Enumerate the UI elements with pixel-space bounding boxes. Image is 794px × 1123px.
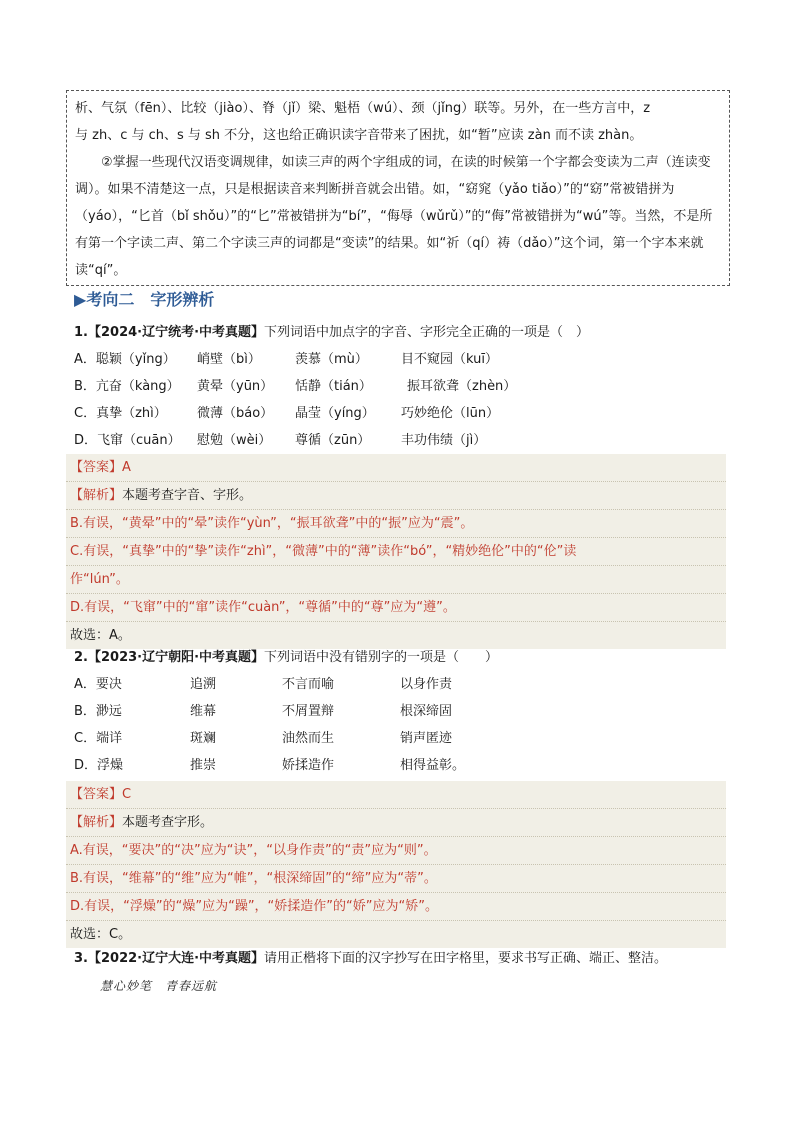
option-cell: 不屑置辩 [282, 704, 335, 719]
tip-paragraph-2: ②掌握一些现代汉语变调规律，如读三声的两个字组成的词，在读的时候第一个字都会变读为二声（连读变调）。如果不清楚这一点，只是根据读音来判断拼音就会出错。如，“窈窕（yǎo tiǎo）”的“窈”常被错拼为（yáo），“匕首（bǐ shǒu）”的“匕”常被错拼为“bí”，“侮辱（wǔrǔ）”的“侮”常被错拼为“wú”等。当然，不是所有第一个字读二声、第二个字读三声的词都是“变读”的结果。如“祈（qí）祷（dǎo）”这个词，第一个字本来就读“qí”。 [75, 155, 713, 278]
tip-box [66, 90, 730, 286]
option-cell: 推崇 [190, 758, 217, 773]
option-row-a [74, 671, 734, 698]
question-3-text: 请用正楷将下面的汉字抄写在田字格里，要求书写正确、端正、整洁。 [264, 951, 668, 966]
analysis-note: B.有误，“黄晕”中的“晕”读作“yùn”，“振耳欲聋”中的“振”应为“震”。 [66, 510, 726, 538]
analysis-line [66, 482, 726, 510]
option-cell: 油然而生 [282, 731, 335, 746]
option-cell: 销声匿迹 [400, 731, 453, 746]
question-2 [74, 645, 734, 779]
option-cell: 振耳欲聋（zhèn） [407, 379, 517, 394]
question-1-answer-block [66, 454, 726, 649]
question-2-source: 【2023·辽宁朝阳·中考真题】 [87, 650, 265, 665]
analysis-note: D.有误，“浮燥”的“燥”应为“躁”，“娇揉造作”的“娇”应为“矫”。 [66, 893, 726, 921]
option-row-a [74, 346, 734, 373]
question-1-source: 【2024·辽宁统考·中考真题】 [87, 325, 265, 340]
question-2-number: 2. [74, 650, 88, 665]
answer-line [66, 454, 726, 482]
analysis-label: 【解析】 [70, 815, 123, 830]
option-cell: 维幕 [190, 704, 217, 719]
option-cell: 追溯 [190, 677, 217, 692]
option-row-c [74, 725, 734, 752]
analysis-line [66, 809, 726, 837]
option-cell: 晶莹（yíng） [295, 406, 375, 421]
section-title [74, 288, 214, 312]
handwriting-sample: 慧心妙笔 青春远航 [100, 979, 218, 993]
option-cell: D．浮燥 [74, 758, 124, 773]
option-cell: B．亢奋（kàng） [74, 379, 180, 394]
option-cell: 恬静（tián） [295, 379, 372, 394]
question-2-text: 下列词语中没有错别字的一项是（ ） [264, 650, 499, 665]
option-cell: 丰功伟绩（jì） [401, 433, 487, 448]
analysis-text: 本题考查字音、字形。 [122, 488, 253, 503]
analysis-note: A.有误，“要决”的“决”应为“诀”，“以身作责”的“责”应为“则”。 [66, 837, 726, 865]
analysis-note: D.有误，“飞窜”中的“窜”读作“cuàn”，“尊循”中的“尊”应为“遵”。 [66, 594, 726, 622]
option-cell: A．要决 [74, 677, 122, 692]
option-cell: 目不窥园（kuī） [401, 352, 498, 367]
option-cell: 尊循（zūn） [295, 433, 371, 448]
option-row-b [74, 698, 734, 725]
triangle-marker-icon: ▶ [74, 290, 87, 309]
option-row-d [74, 427, 734, 454]
question-1 [74, 320, 734, 454]
option-row-b [74, 373, 734, 400]
option-cell: 羡慕（mù） [295, 352, 368, 367]
analysis-note: 作“lún”。 [66, 566, 726, 594]
option-row-c [74, 400, 734, 427]
question-1-stem [74, 320, 734, 346]
analysis-note: B.有误，“维幕”的“维”应为“帷”，“根深缔固”的“缔”应为“蒂”。 [66, 865, 726, 893]
answer-line [66, 781, 726, 809]
option-cell: C．真挚（zhì） [74, 406, 167, 421]
option-cell: B．渺远 [74, 704, 122, 719]
option-cell: 微薄（báo） [197, 406, 274, 421]
answer-value: C [122, 787, 132, 802]
option-cell: 黄晕（yūn） [197, 379, 274, 394]
answer-value: A [122, 460, 131, 475]
tip-line-2: 与 zh、c 与 ch、s 与 sh 不分，这也给正确识读字音带来了困扰，如“暂”应读 zàn 而不读 zhàn。 [75, 128, 643, 143]
question-1-number: 1. [74, 325, 88, 340]
option-cell: 不言而喻 [282, 677, 335, 692]
analysis-label: 【解析】 [70, 488, 123, 503]
option-cell: 娇揉造作 [282, 758, 335, 773]
option-row-d [74, 752, 734, 779]
question-2-stem [74, 645, 734, 671]
tip-line-1: 析、气氛（fēn）、比较（jiào）、脊（jǐ）梁、魁梧（wú）、颈（jǐng）联等。另外，在一些方言中，z [75, 101, 651, 116]
analysis-note: C.有误，“真挚”中的“挚”读作“zhì”，“微薄”中的“薄”读作“bó”，“精妙绝伦”中的“伦”读 [66, 538, 726, 566]
option-cell: 慰勉（wèi） [197, 433, 272, 448]
answer-label: 【答案】 [70, 460, 123, 475]
conclusion-line: 故选：A。 [70, 628, 131, 643]
option-cell: 峭壁（bì） [197, 352, 261, 367]
option-cell: D．飞窜（cuān） [74, 433, 181, 448]
conclusion-line: 故选：C。 [70, 927, 132, 942]
question-2-answer-block [66, 781, 726, 948]
question-1-text: 下列词语中加点字的字音、字形完全正确的一项是（ ） [264, 325, 590, 340]
answer-label: 【答案】 [70, 787, 123, 802]
section-title-text: 考向二 字形辨析 [86, 290, 215, 309]
option-cell: C．端详 [74, 731, 123, 746]
option-cell: A．聪颖（yǐng） [74, 352, 176, 367]
option-cell: 以身作责 [400, 677, 453, 692]
question-3-number: 3. [74, 951, 88, 966]
option-cell: 巧妙绝伦（lūn） [401, 406, 500, 421]
option-cell: 根深缔固 [400, 704, 453, 719]
question-3-source: 【2022·辽宁大连·中考真题】 [87, 951, 265, 966]
option-cell: 相得益彰。 [400, 758, 466, 773]
question-3-stem [74, 946, 667, 972]
option-cell: 斑斓 [190, 731, 217, 746]
analysis-text: 本题考查字形。 [122, 815, 214, 830]
